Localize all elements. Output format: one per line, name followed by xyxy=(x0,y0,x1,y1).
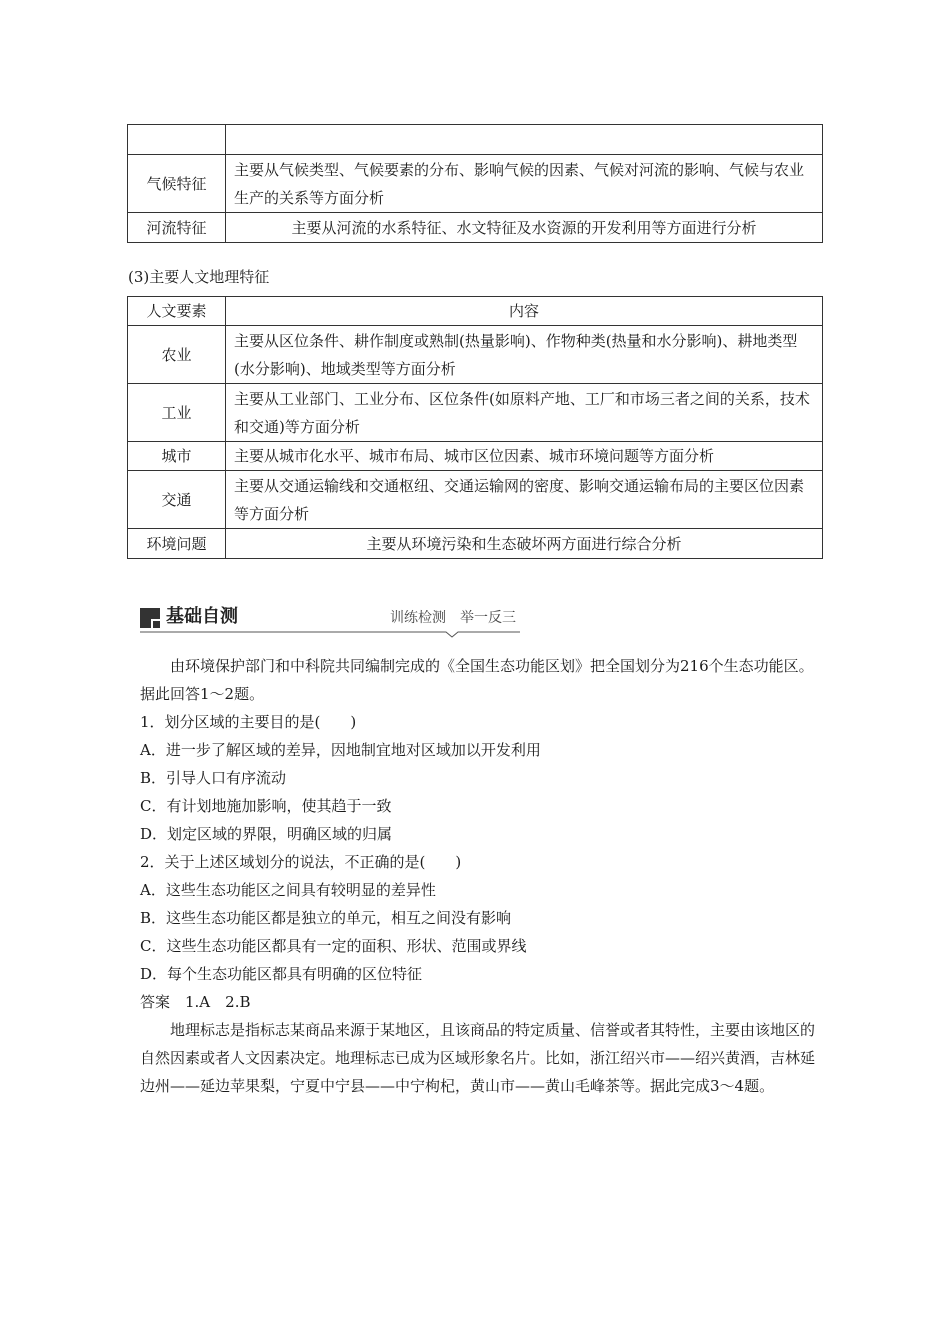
table-cell-content xyxy=(226,125,823,155)
table-cell-label: 城市 xyxy=(128,442,226,471)
question-1-option-c: C．有计划地施加影响，使其趋于一致 xyxy=(140,797,392,815)
table-cell-content: 主要从交通运输线和交通枢纽、交通运输网的密度、影响交通运输布局的主要区位因素等方面分析 xyxy=(226,471,823,529)
natural-features-table xyxy=(127,124,823,243)
table-header-cell: 人文要素 xyxy=(128,297,226,326)
question-1-option-a: A．进一步了解区域的差异，因地制宜地对区域加以开发利用 xyxy=(140,741,541,759)
table-cell-label: 河流特征 xyxy=(128,213,226,243)
table-cell-label: 交通 xyxy=(128,471,226,529)
question-1-option-d: D．划定区域的界限，明确区域的归属 xyxy=(140,825,393,843)
self-test-section-header xyxy=(140,604,520,634)
table-row xyxy=(128,125,823,155)
section-subtitle: 训练检测 举一反三 xyxy=(390,610,516,626)
table-header-cell: 内容 xyxy=(226,297,823,326)
table-cell-content: 主要从工业部门、工业分布、区位条件(如原料产地、工厂和市场三者之间的关系，技术和交通)等方面分析 xyxy=(226,384,823,442)
table-cell-label: 气候特征 xyxy=(128,155,226,213)
question-2-option-b: B．这些生态功能区都是独立的单元，相互之间没有影响 xyxy=(140,909,512,927)
question-2-stem: 2．关于上述区域划分的说法，不正确的是( ) xyxy=(140,853,462,871)
table-cell-label: 环境问题 xyxy=(128,529,226,559)
answer-line: 答案 1.A 2.B xyxy=(140,993,251,1011)
intro-paragraph: 由环境保护部门和中科院共同编制完成的《全国生态功能区划》把全国划分为216个生态功能区。据此回答1～2题。 xyxy=(140,657,814,703)
question-1-stem: 1．划分区域的主要目的是( ) xyxy=(140,713,357,731)
question-2-option-d: D．每个生态功能区都具有明确的区位特征 xyxy=(140,965,423,983)
question-2-option-c: C．这些生态功能区都具有一定的面积、形状、范围或界线 xyxy=(140,937,527,955)
table-cell-label: 农业 xyxy=(128,326,226,384)
table-row xyxy=(128,326,823,384)
table-cell-label xyxy=(128,125,226,155)
human-features-table xyxy=(127,296,823,559)
table-cell-content: 主要从城市化水平、城市布局、城市区位因素、城市环境问题等方面分析 xyxy=(226,442,823,471)
question-1-option-b: B．引导人口有序流动 xyxy=(140,769,287,787)
section-divider xyxy=(140,628,520,638)
table-row xyxy=(128,442,823,471)
table-cell-content: 主要从河流的水系特征、水文特征及水资源的开发利用等方面进行分析 xyxy=(226,213,823,243)
section-subheading: (3)主要人文地理特征 xyxy=(128,268,270,286)
table-row xyxy=(128,529,823,559)
table-cell-content: 主要从气候类型、气候要素的分布、影响气候的因素、气候对河流的影响、气候与农业生产的关系等方面分析 xyxy=(226,155,823,213)
passage-paragraph: 地理标志是指标志某商品来源于某地区，且该商品的特定质量、信誉或者其特性，主要由该地区的自然因素或者人文因素决定。地理标志已成为区域形象名片。比如，浙江绍兴市——绍兴黄酒，吉林延边州——延边苹果梨，宁夏中宁县——中宁枸杞，黄山市——黄山毛峰茶等。据此完成3～4题。 xyxy=(140,1021,816,1095)
table-cell-content: 主要从区位条件、耕作制度或熟制(热量影响)、作物种类(热量和水分影响)、耕地类型(水分影响)、地域类型等方面分析 xyxy=(226,326,823,384)
table-header-row xyxy=(128,297,823,326)
table-row xyxy=(128,213,823,243)
question-2-option-a: A．这些生态功能区之间具有较明显的差异性 xyxy=(140,881,436,899)
table-row xyxy=(128,471,823,529)
table-row xyxy=(128,155,823,213)
table-cell-label: 工业 xyxy=(128,384,226,442)
section-title: 基础自测 xyxy=(166,606,238,627)
section-marker-icon xyxy=(140,608,160,628)
table-row xyxy=(128,384,823,442)
table-cell-content: 主要从环境污染和生态破坏两方面进行综合分析 xyxy=(226,529,823,559)
